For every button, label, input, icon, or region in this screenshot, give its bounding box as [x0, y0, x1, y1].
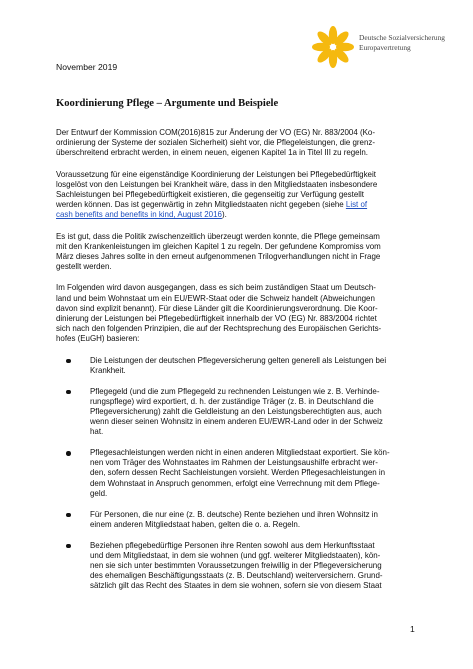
text-line: nen vom Träger des Wohnstaates im Rahmen der Leistungsaushilfe erbracht wer-: [90, 458, 378, 468]
bullet-icon: [66, 513, 71, 518]
text-line: [56, 200, 428, 210]
bullet-icon: [66, 359, 71, 364]
text-line: des ehemaligen Beschäftigungsstaats (z. B. Deutschland) weiterversichern. Grund-: [90, 571, 383, 581]
bullet-icon: [66, 390, 71, 395]
bullet-icon: [66, 451, 71, 456]
text-line: ordinierung der Systeme der sozialen Sicherheit) sieht vor, die Pflegeleistungen, die grenz-: [56, 138, 375, 148]
text-line: einem anderen Mitgliedstaat haben, gelten die o. a. Regeln.: [90, 519, 301, 529]
document-body: [56, 128, 428, 602]
organization-name-line: Deutsche Sozialversicherung: [359, 33, 445, 42]
text-line: nen sie sich unter bestimmten Voraussetzungen freiwillig in der Pflegeversicherung: [90, 560, 382, 570]
star-logo-icon: [310, 24, 356, 70]
text-line: mit den Krankenleistungen im gleichen Kapitel 1 zu regeln. Der gefundene Kompromiss vom: [56, 241, 381, 251]
document-date: November 2019: [56, 62, 118, 72]
text-line: hofes (EuGH) basieren:: [56, 334, 140, 344]
text-line: land und beim Wohnstaat um ein EU/EWR-Staat oder die Schweiz handelt (Abweichungen: [56, 293, 375, 303]
text-line: Es ist gut, dass die Politik zwischenzeitlich überzeugt werden konnte, die Pflege gemeinsam: [56, 231, 380, 241]
text-line: geld.: [90, 488, 108, 498]
text-line: überschreitend erbracht werden, in einem neuen, eigenen Kapitel 1a in Titel III zu regeln.: [56, 148, 368, 158]
text-line: rungspflege) wird exportiert, d. h. der zuständige Träger (z. B. in Deutschland die: [90, 396, 374, 406]
paragraph-compromise: [56, 232, 428, 273]
text-line: Pflegegeld (und die zum Pflegegeld zu rechnenden Leistungen wie z. B. Verhinde-: [90, 386, 380, 396]
text-line: und dem Mitgliedstaat, in dem sie wohnen (und ggf. weiterer Mitgliedstaaten), kön-: [90, 550, 381, 560]
text-line: davon sind explizit benannt). Für diese Länder gilt die Koordinierungsverordnung. Die Koor-: [56, 303, 378, 313]
text-line: Voraussetzung für eine eigenständige Koordinierung der Leistungen bei Pflegebedürftigkeit: [56, 169, 376, 179]
document-title: Koordinierung Pflege – Argumente und Beispiele: [56, 98, 279, 109]
text-line: dem Wohnstaat in Anspruch genommen, erfolgt eine Verrechnung mit dem Pflege-: [90, 478, 380, 488]
text-line: März dieses Jahres sollte in den erneut aufgenommenen Trilogverhandlungen nicht in Frage: [56, 252, 381, 262]
text-line: losgelöst von den Leistungen bei Krankheit wäre, dass in den Mitgliedstaaten insbesondere: [56, 179, 378, 189]
text-segment: werden können. Das ist gegenwärtig in zehn Mitgliedstaaten nicht gegeben (siehe: [56, 200, 346, 210]
list-item: [56, 448, 428, 499]
bullet-icon: [66, 544, 71, 549]
benefits-list-link[interactable]: cash benefits and benefits in kind, August 2016: [56, 210, 222, 220]
list-item: [56, 356, 428, 376]
text-line: Sachleistungen bei Pflegebedürftigkeit existieren, die gegenseitig zur Verfügung gestellt: [56, 190, 364, 200]
text-line: hat.: [90, 427, 104, 437]
text-line: Der Entwurf der Kommission COM(2016)815 zur Änderung der VO (EG) Nr. 883/2004 (Ko-: [56, 128, 375, 137]
page-number: 1: [410, 624, 415, 634]
list-item: [56, 541, 428, 592]
text-line: Krankheit.: [90, 365, 126, 375]
benefits-list-link[interactable]: List of: [345, 200, 368, 210]
text-line: Pflegesachleistungen werden nicht in einen anderen Mitgliedstaat exportiert. Sie kön-: [90, 448, 390, 458]
text-line: wenn dieser seinen Wohnsitz in einem anderen EU/EWR-Land oder in der Schweiz: [90, 417, 383, 427]
text-line: Pflegeversicherung) zahlt die Geldleistung an den Leistungsberechtigten aus, auch: [90, 406, 382, 416]
text-segment: ).: [221, 210, 227, 220]
text-line: gestellt werden.: [56, 262, 112, 272]
organization-name: [359, 33, 445, 52]
text-line: Im Folgenden wird davon ausgegangen, dass es sich beim zuständigen Staat um Deutsch-: [56, 283, 376, 293]
paragraph-prerequisite: [56, 170, 428, 221]
text-line: Für Personen, die nur eine (z. B. deutsche) Rente beziehen und ihren Wohnsitz in: [90, 509, 378, 519]
text-line: Die Leistungen der deutschen Pflegeversicherung gelten generell als Leistungen bei: [90, 355, 387, 365]
list-item: [56, 510, 428, 530]
text-line: sätzlich gilt das Recht des Staates in dem sie wohnen, sofern sie von diesem Staat: [90, 581, 382, 591]
paragraph-intro: [56, 128, 428, 159]
text-line: dinierung der Leistungen bei Pflegebedürftigkeit innerhalb der VO (EG) Nr. 883/2004 richtet: [56, 314, 377, 324]
text-line: Beziehen pflegebedürftige Personen ihre Renten sowohl aus dem Herkunftsstaat: [90, 540, 375, 550]
text-line: [56, 210, 428, 220]
principles-list: [56, 356, 428, 592]
list-item: [56, 387, 428, 438]
paragraph-principles: [56, 283, 428, 344]
text-line: den, sofern dessen Recht Sachleistungen vorsieht. Werden Pflegesachleistungen in: [90, 468, 386, 478]
text-line: sich nach den folgenden Prinzipien, die auf der Rechtsprechung des Europäischen Gerichts-: [56, 324, 382, 334]
organization-name-line: Europavertretung: [359, 42, 411, 52]
